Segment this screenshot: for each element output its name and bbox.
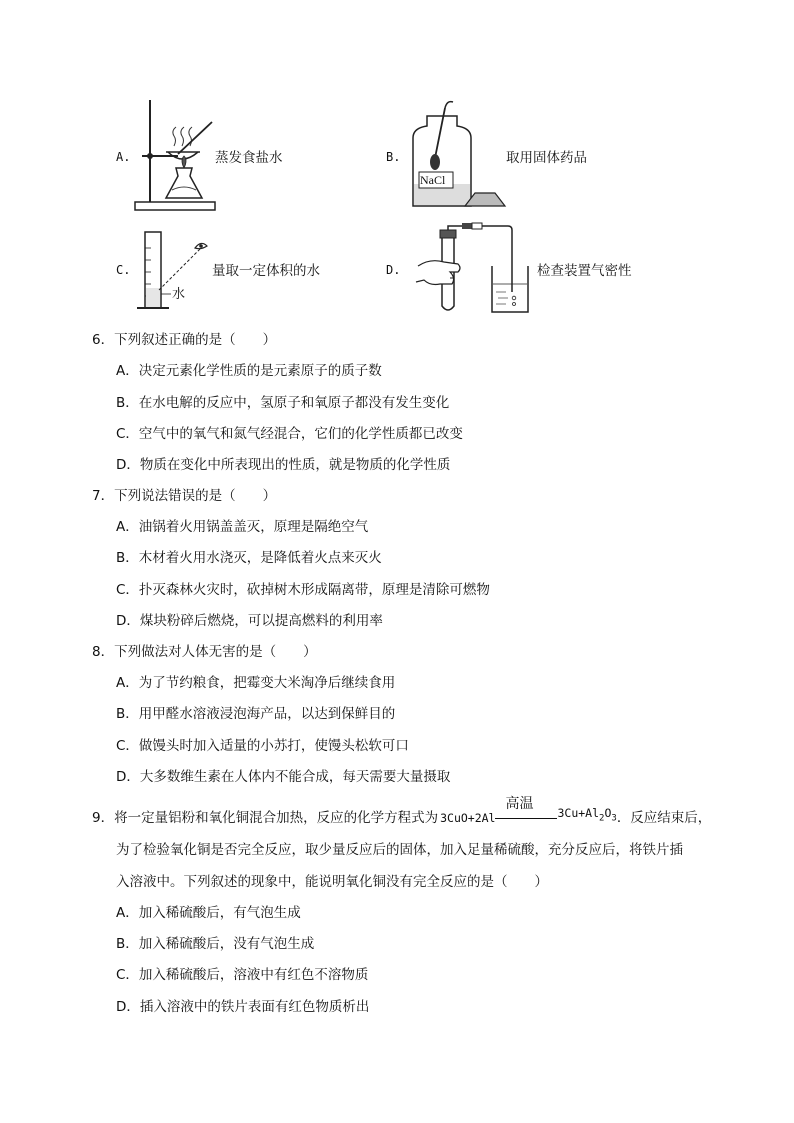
equation-right xyxy=(557,804,616,827)
figure-d-caption: 检查装置气密性 xyxy=(537,263,632,279)
question-9-stem-line-1 xyxy=(92,796,712,827)
question-8-option-d: D．大多数维生素在人体内不能合成，每天需要大量摄取 xyxy=(116,769,451,785)
question-7-option-b: B．木材着火用水浇灭，是降低着火点来灭火 xyxy=(116,550,382,566)
question-9-stem-line-2: 为了检验氧化铜是否完全反应，取少量反应后的固体，加入足量稀硫酸，充分反应后，将铁片插 xyxy=(116,842,683,858)
question-8-option-b: B．用甲醛水溶液浸泡海产品，以达到保鲜目的 xyxy=(116,706,396,722)
figure-b-letter: B. xyxy=(386,150,401,164)
equation-line xyxy=(495,818,557,819)
figure-c-letter: C. xyxy=(116,263,131,277)
equation-sub-1: 2 xyxy=(599,813,605,824)
question-9-stem-line-3: 入溶液中。下列叙述的现象中，能说明氧化铜没有完全反应的是（ ） xyxy=(116,874,548,890)
question-6-stem: 6．下列叙述正确的是（ ） xyxy=(92,332,277,348)
question-7-option-d: D．煤块粉碎后燃烧，可以提高燃料的利用率 xyxy=(116,613,383,629)
evaporation-apparatus-image xyxy=(130,98,220,213)
equation-right-pre: 3Cu+Al xyxy=(557,806,600,820)
figure-c-caption: 量取一定体积的水 xyxy=(212,263,320,279)
equation-left: 3CuO+2Al xyxy=(440,811,496,826)
question-9-option-b: B．加入稀硫酸后，没有气泡生成 xyxy=(116,936,315,952)
question-7-stem: 7．下列说法错误的是（ ） xyxy=(92,488,277,504)
question-8-stem: 8．下列做法对人体无害的是（ ） xyxy=(92,644,317,660)
reagent-bottle-image xyxy=(405,98,515,210)
question-6-option-b: B．在水电解的反应中，氢原子和氧原子都没有发生变化 xyxy=(116,395,450,411)
equation-arrow xyxy=(495,796,557,827)
question-7-option-a: A．油锅着火用锅盖盖灭，原理是隔绝空气 xyxy=(116,519,369,535)
question-6-option-c: C．空气中的氧气和氮气经混合，它们的化学性质都已改变 xyxy=(116,426,463,442)
figure-a-letter: A. xyxy=(116,150,131,164)
question-7-option-c: C．扑灭森林火灾时，砍掉树木形成隔离带，原理是清除可燃物 xyxy=(116,582,490,598)
question-9-stem-start: 9．将一定量铝粉和氧化铜混合加热，反应的化学方程式为 xyxy=(92,810,439,827)
nacl-label: NaCl xyxy=(420,173,446,187)
question-9-option-a: A．加入稀硫酸后，有气泡生成 xyxy=(116,905,301,921)
figure-d-letter: D. xyxy=(386,263,401,277)
figure-a-caption: 蒸发食盐水 xyxy=(215,150,283,166)
equation-sub-2: 3 xyxy=(611,813,617,824)
question-8-option-a: A．为了节约粮食，把霉变大米淘净后继续食用 xyxy=(116,675,396,691)
question-9-stem-end: ．反应结束后， xyxy=(616,810,712,827)
equation-condition: 高温 xyxy=(505,796,534,813)
question-9-option-c: C．加入稀硫酸后，溶液中有红色不溶物质 xyxy=(116,967,369,983)
airtightness-apparatus-image xyxy=(410,222,535,317)
figure-b-caption: 取用固体药品 xyxy=(506,150,587,166)
water-label: 水 xyxy=(172,287,186,302)
question-9-option-d: D．插入溶液中的铁片表面有红色物质析出 xyxy=(116,999,370,1015)
question-6-option-a: A．决定元素化学性质的是元素原子的质子数 xyxy=(116,363,382,379)
question-6-option-d: D．物质在变化中所表现出的性质，就是物质的化学性质 xyxy=(116,457,451,473)
question-8-option-c: C．做馒头时加入适量的小苏打，使馒头松软可口 xyxy=(116,738,409,754)
equation-mid: O xyxy=(604,806,612,820)
